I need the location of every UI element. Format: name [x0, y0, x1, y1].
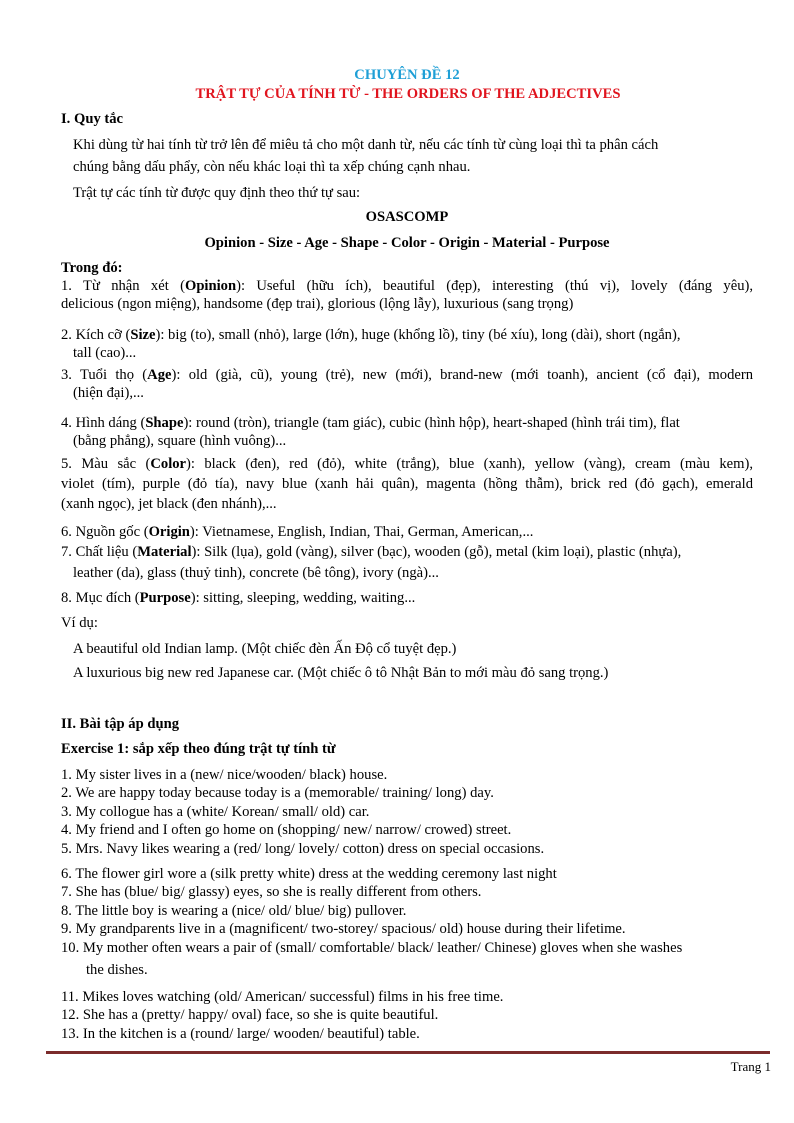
list-item-purpose: 8. Mục đích (Purpose): sitting, sleeping, wedding, waiting...	[61, 590, 416, 606]
exercise-line: 6. The flower girl wore a (silk pretty white) dress at the wedding ceremony last night	[61, 866, 557, 882]
list-item-origin: 6. Nguồn gốc (Origin): Vietnamese, English, Indian, Thai, German, American,...	[61, 524, 534, 540]
exercise-title: Exercise 1: sắp xếp theo đúng trật tự tính từ	[61, 741, 336, 757]
list-item-material: 7. Chất liệu (Material): Silk (lụa), gold (vàng), silver (bạc), wooden (gỗ), metal (kim loại), plastic (nhựa), leather (da), glass (thuỷ tinh), concrete (bê tông), ivory (ngà)...	[61, 544, 682, 581]
exercise-line: 3. My collogue has a (white/ Korean/ small/ old) car.	[61, 804, 370, 820]
exercise-line: 2. We are happy today because today is a (memorable/ training/ long) day.	[61, 785, 494, 801]
exercise-line: 10. My mother often wears a pair of (small/ comfortable/ black/ leather/ Chinese) gloves when she washes	[61, 940, 683, 956]
topic-heading: CHUYÊN ĐỀ 12	[354, 67, 460, 83]
order-intro: Trật tự các tính từ được quy định theo thứ tự sau:	[73, 185, 361, 201]
list-item-opinion: 1. Từ nhận xét (Opinion): Useful (hữu ích), beautiful (đẹp), interesting (thú vị), lovely (đáng yêu), delicious (ngon miệng), handsome (đẹp trai), glorious (lộng lẫy), luxurious (sang trọng)	[61, 278, 754, 312]
exercise-line: 1. My sister lives in a (new/ nice/wooden/ black) house.	[61, 767, 388, 783]
where-label: Trong đó:	[61, 260, 123, 276]
exercise-line: 5. Mrs. Navy likes wearing a (red/ long/ lovely/ cotton) dress on special occasions.	[61, 841, 545, 857]
example-1: A beautiful old Indian lamp. (Một chiếc đèn Ấn Độ cổ tuyệt đẹp.)	[73, 641, 457, 657]
list-item-color: 5. Màu sắc (Color): black (đen), red (đỏ), white (trắng), blue (xanh), yellow (vàng), cream (màu kem), violet (tím), purple (đỏ tía), navy blue (xanh hải quân), magenta (hồng thẫm), brick red (đỏ gạch), emerald (xanh ngọc), jet black (đen nhánh),...	[61, 456, 753, 512]
list-item-age: 3. Tuổi thọ (Age): old (già, cũ), young (trẻ), new (mới), brand-new (mới toanh), ancient (cổ đại), modern (hiện đại),...	[61, 367, 753, 401]
exercise-line: 11. Mikes loves watching (old/ American/ successful) films in his free time.	[61, 989, 504, 1005]
acronym: OSASCOMP	[365, 209, 449, 225]
intro-line-1: Khi dùng từ hai tính từ trở lên để miêu tả cho một danh từ, nếu các tính từ cùng loại thì ta phân cách	[73, 137, 659, 153]
document-title: TRẬT TỰ CỦA TÍNH TỪ - THE ORDERS OF THE ADJECTIVES	[195, 86, 621, 102]
section-2-heading: II. Bài tập áp dụng	[61, 716, 180, 732]
exercise-line: 12. She has a (pretty/ happy/ oval) face, so she is quite beautiful.	[61, 1007, 439, 1023]
example-2: A luxurious big new red Japanese car. (Một chiếc ô tô Nhật Bản to mới màu đỏ sang trọng.)	[73, 665, 609, 681]
exercise-line: 8. The little boy is wearing a (nice/ old/ blue/ big) pullover.	[61, 903, 407, 919]
exercise-line: 13. In the kitchen is a (round/ large/ wooden/ beautiful) table.	[61, 1026, 420, 1042]
page-number: Trang 1	[730, 1059, 771, 1074]
intro-line-2: chúng bằng dấu phẩy, còn nếu khác loại thì ta xếp chúng cạnh nhau.	[73, 159, 471, 175]
list-item-shape: 4. Hình dáng (Shape): round (tròn), triangle (tam giác), cubic (hình hộp), heart-shaped (hình trái tim), flat (bằng phẳng), square (hình vuông)...	[61, 415, 680, 449]
adjective-order: Opinion - Size - Age - Shape - Color - Origin - Material - Purpose	[204, 235, 610, 251]
exercise-line: 9. My grandparents live in a (magnificent/ two-storey/ spacious/ old) house during their lifetime.	[61, 921, 626, 937]
footer-rule	[46, 1051, 770, 1054]
exercise-line: 7. She has (blue/ big/ glassy) eyes, so she is really different from others.	[61, 884, 482, 900]
example-label: Ví dụ:	[61, 615, 98, 631]
list-item-size: 2. Kích cỡ (Size): big (to), small (nhỏ), large (lớn), huge (khổng lồ), tiny (bé xíu), long (dài), short (ngắn), tall (cao)...	[61, 327, 681, 361]
exercise-line: the dishes.	[86, 962, 148, 978]
exercise-line: 4. My friend and I often go home on (shopping/ new/ narrow/ crowed) street.	[61, 822, 512, 838]
section-1-heading: I. Quy tắc	[61, 111, 124, 127]
